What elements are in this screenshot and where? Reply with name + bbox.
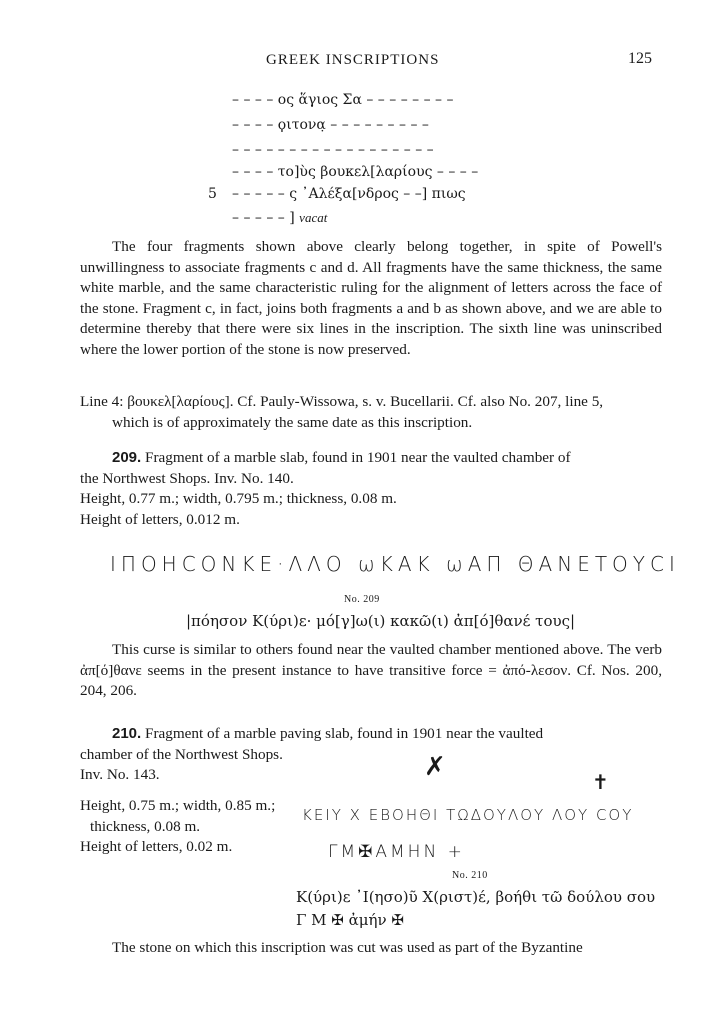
- vacat-label: vacat: [299, 210, 328, 225]
- entry-210-dimensions: [80, 796, 275, 858]
- inscription-line-6-dashes: – – – – – ]: [232, 210, 295, 226]
- entry-210-dims-b: thickness, 0.08 m.: [90, 817, 201, 835]
- line-number-5: 5: [208, 186, 217, 202]
- entry-209-desc-a: Fragment of a marble slab, found in 1901 near the vaulted chamber of: [145, 449, 571, 466]
- entry-210-number: 210.: [112, 725, 142, 742]
- running-title: GREEK INSCRIPTIONS: [266, 52, 440, 68]
- entry-209-comment: This curse is similar to others found near the vaulted chamber mentioned above. The verb ἀπ[ό]θανε seems in the present instance to have transitive force = ἀπό-λεσον. Cf. Nos. 200, 204, 206.: [80, 641, 662, 700]
- entry-209-number: 209.: [112, 449, 142, 466]
- inscription-line-4: – – – – το]ὺς βουκελ[λαρίους – – – –: [232, 164, 479, 180]
- line-4-note-first: Line 4: βουκελ[λαρίους]. Cf. Pauly-Wissowa, s. v. Bucellarii. Cf. also No. 207, line 5,: [80, 393, 604, 410]
- inscription-drawing-210-line-2: ΓΜ✠ΑΜΗΝ +: [328, 842, 465, 862]
- commentary-paragraph: The four fragments shown above clearly belong together, in spite of Powell's unwillingness to associate fragments c and d. All fragments have the same thickness, the same white marble, and the same characteristic ruling for the alignment of letters across the face of the stone. Fragment c, in fact, joins both fragments a and b as shown above, and we are able to determine thereby that there were six lines in the inscription. The sixth line was uninscribed where the lower portion of the stone is now preserved.: [80, 238, 662, 358]
- entry-210-closing: The stone on which this inscription was cut was used as part of the Byzantine: [112, 939, 583, 956]
- transcription-210-line-1: Κ(ύρι)ε ᾿Ι(ησο)ῦ Χ(ριστ)έ, βοήθι τῶ δούλου σου: [296, 888, 656, 906]
- entry-210-desc-b: chamber of the Northwest Shops.: [80, 745, 283, 763]
- inscription-line-1: – – – – ος ἅγιος Σα – – – – – – – –: [232, 92, 454, 108]
- drawing-210-cross-2: ✝: [592, 770, 615, 794]
- entry-209-dimensions: Height, 0.77 m.; width, 0.795 m.; thickness, 0.08 m.: [80, 490, 397, 508]
- entry-210-inventory: Inv. No. 143.: [80, 766, 160, 784]
- caption-210: No. 210: [452, 870, 488, 881]
- drawing-210-cross-1: ✗: [424, 752, 452, 782]
- inscription-drawing-209: ΙΠΟΗCΟΝΚΕ·ΛΛΟ ωΚΑΚ ωΑΠ ΘΑΝΕΤΟΥCΙ: [110, 552, 680, 576]
- inscription-line-3: – – – – – – – – – – – – – – – – – –: [232, 142, 434, 158]
- entry-210-dims-a: Height, 0.75 m.; width, 0.85 m.;: [80, 797, 276, 814]
- entry-209-desc-b: the Northwest Shops. Inv. No. 140.: [80, 469, 294, 487]
- inscription-line-6: [232, 210, 327, 226]
- entry-209-letter-height: Height of letters, 0.012 m.: [80, 510, 240, 528]
- caption-209: No. 209: [344, 594, 380, 605]
- entry-210-desc-a: Fragment of a marble paving slab, found in 1901 near the vaulted: [145, 725, 544, 742]
- page-number: 125: [628, 50, 652, 67]
- inscription-line-2: – – – – ϙιτονα̣ – – – – – – – – –: [232, 117, 429, 133]
- inscription-line-5: – – – – – ς ᾿Αλέξα[νδρος – –] πιως: [232, 186, 466, 202]
- line-4-note: [80, 392, 662, 433]
- entry-210-letter-height: Height of letters, 0.02 m.: [80, 838, 233, 856]
- inscription-drawing-210-line-1: ΚΕΙΥ Χ ΕΒΟΗΘΙ ΤΩΔΟΥΛΟΥ ΛΟΥ CΟΥ: [302, 806, 634, 824]
- entry-209-description: [80, 448, 662, 530]
- transcription-210-line-2: Γ Μ ✠ ἀμήν ✠: [296, 911, 404, 929]
- transcription-209: |πόησον Κ(ύρι)ε· μό[γ]ω(ι) κακῶ(ι) ἀπ[ό]θανέ τους|: [186, 612, 576, 630]
- entry-210-description: [80, 724, 662, 786]
- line-4-note-second: which is of approximately the same date as this inscription.: [112, 413, 473, 431]
